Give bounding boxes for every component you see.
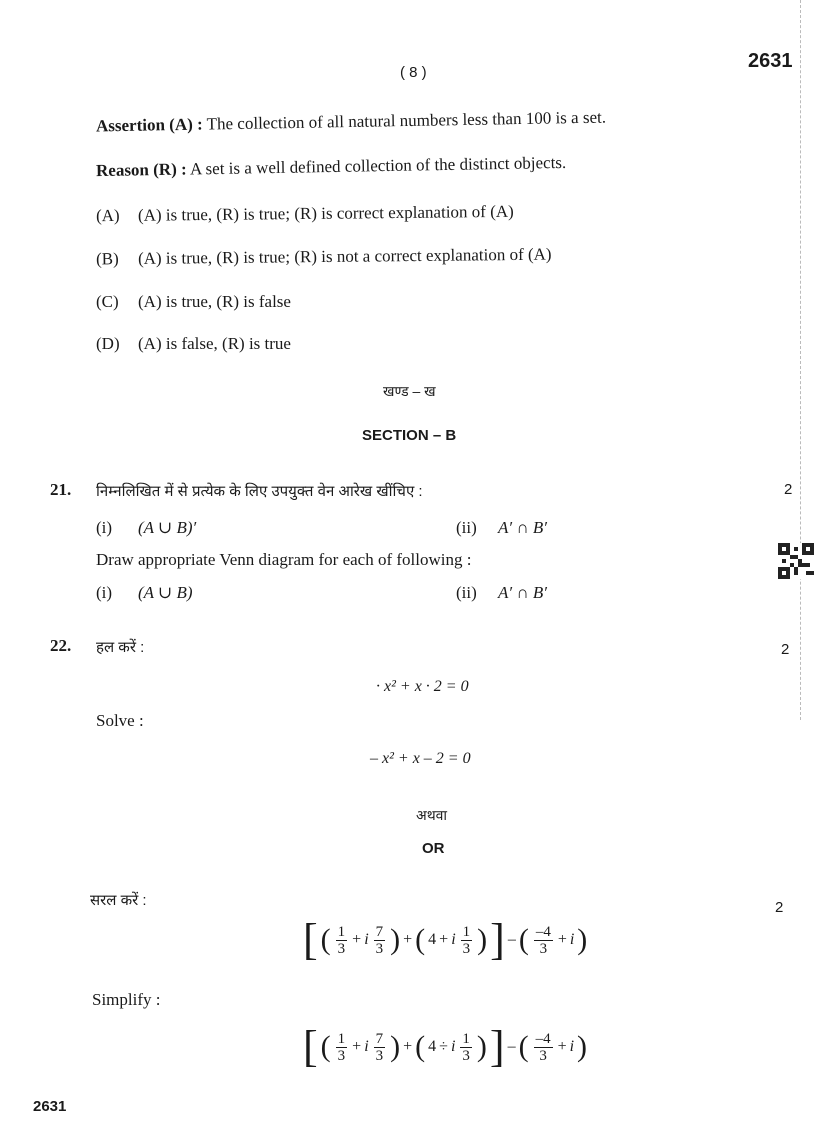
part-expr: A′ ∩ B′ bbox=[498, 518, 547, 537]
paren-open: ( bbox=[518, 1030, 529, 1063]
q21-hindi-text: निम्नलिखित में से प्रत्येक के लिए उपयुक्त वेन आरेख खींचिए : bbox=[96, 483, 423, 500]
part-expr: A′ ∩ B′ bbox=[498, 583, 547, 602]
paren-open: ( bbox=[415, 923, 426, 956]
paren-close: ) bbox=[577, 923, 588, 956]
assertion-line bbox=[96, 108, 606, 137]
bracket-close: ] bbox=[490, 915, 505, 964]
fraction: $\frac{1}{3}$ bbox=[462, 1030, 470, 1064]
fraction: $\frac{-4}{3}$ bbox=[535, 923, 551, 957]
paren-close: ) bbox=[390, 1030, 401, 1063]
reason-label: Reason (R) : bbox=[95, 159, 187, 181]
paper-code-header: 2631 bbox=[748, 50, 793, 72]
bracket-close: ] bbox=[489, 1022, 505, 1071]
or-english: OR bbox=[422, 840, 445, 857]
question-number: 22. bbox=[50, 636, 72, 655]
option-text: (A) is true, (R) is true; (R) is not a correct explanation of (A) bbox=[137, 244, 552, 268]
option-key: (D) bbox=[96, 334, 120, 353]
assertion-label: Assertion (A) : bbox=[95, 114, 203, 136]
qr-code-icon bbox=[778, 543, 814, 579]
part-key: (i) bbox=[96, 583, 113, 602]
option-key: (C) bbox=[96, 292, 119, 311]
complex-expression-1: [ ( $\frac{1}{3}$ + i $\frac{7}{3}$ ) + ( 4 + i $\frac{1}{3}$ ) ] – ( $\frac{-4}{3}$ + i ) bbox=[303, 915, 588, 964]
paren-open: ( bbox=[415, 1030, 426, 1063]
complex-expression-2: [ ( $\frac{1}{3}$ + i $\frac{7}{3}$ ) + ( 4 ÷ i $\frac{1}{3}$ ) ] – ( $\frac{-4}{3}$ + i ) bbox=[303, 1022, 588, 1071]
part-key: (i) bbox=[96, 518, 113, 537]
bracket-open: [ bbox=[303, 915, 318, 964]
option-key: (A) bbox=[95, 205, 120, 226]
equation-english: – x² + x – 2 = 0 bbox=[370, 750, 471, 767]
option-text: (A) is true, (R) is true; (R) is correct explanation of (A) bbox=[137, 201, 514, 225]
alt-english-text: Simplify : bbox=[92, 990, 161, 1009]
option-d bbox=[96, 334, 291, 354]
paren-close: ) bbox=[577, 1030, 588, 1063]
marks: 2 bbox=[784, 481, 793, 498]
option-key: (B) bbox=[95, 249, 119, 269]
q21-part-i-hi bbox=[96, 518, 196, 538]
marks: 2 bbox=[781, 641, 790, 658]
q21-english-text: Draw appropriate Venn diagram for each of following : bbox=[96, 550, 472, 569]
paren-close: ) bbox=[476, 1030, 487, 1063]
q21-part-ii-en bbox=[456, 583, 547, 603]
option-b bbox=[96, 245, 552, 270]
assertion-text: The collection of all natural numbers less than 100 is a set. bbox=[202, 107, 607, 134]
option-a bbox=[96, 202, 514, 226]
part-expr: (A ∪ B)′ bbox=[138, 518, 197, 537]
paren-open: ( bbox=[320, 1030, 331, 1063]
paren-open: ( bbox=[320, 923, 331, 956]
paren-close: ) bbox=[390, 923, 401, 956]
part-key: (ii) bbox=[456, 518, 477, 537]
option-text: (A) is true, (R) is false bbox=[138, 292, 291, 311]
q21-part-i-en bbox=[96, 583, 193, 603]
question-number: 21. bbox=[50, 480, 72, 499]
option-text: (A) is false, (R) is true bbox=[138, 334, 291, 353]
reason-text: A set is a well defined collection of the distinct objects. bbox=[186, 152, 567, 179]
paper-code-footer: 2631 bbox=[33, 1098, 67, 1115]
section-hindi: खण्ड – ख bbox=[383, 383, 436, 399]
fraction: $\frac{-4}{3}$ bbox=[535, 1030, 551, 1064]
fraction: $\frac{7}{3}$ bbox=[375, 1030, 384, 1064]
margin-dashed-line bbox=[800, 0, 801, 720]
part-key: (ii) bbox=[456, 583, 477, 602]
fraction: $\frac{1}{3}$ bbox=[337, 1030, 346, 1064]
alt-hindi-text: सरल करें : bbox=[90, 892, 147, 909]
fraction: $\frac{1}{3}$ bbox=[462, 923, 471, 957]
section-english: SECTION – B bbox=[362, 427, 457, 444]
or-hindi: अथवा bbox=[416, 807, 448, 823]
paren-close: ) bbox=[477, 923, 488, 956]
paren-open: ( bbox=[518, 923, 529, 956]
option-c bbox=[96, 292, 291, 312]
q22-english-text: Solve : bbox=[96, 711, 144, 730]
fraction: $\frac{7}{3}$ bbox=[375, 923, 384, 957]
q22-hindi-text: हल करें : bbox=[96, 639, 145, 656]
part-expr: (A ∪ B) bbox=[138, 583, 193, 602]
marks: 2 bbox=[775, 899, 784, 916]
bracket-open: [ bbox=[303, 1022, 318, 1071]
equation-hindi: · x² + x · 2 = 0 bbox=[376, 678, 469, 695]
q21-part-ii-hi bbox=[456, 518, 547, 538]
page-number: ( 8 ) bbox=[400, 64, 427, 81]
reason-line bbox=[96, 153, 567, 181]
fraction: $\frac{1}{3}$ bbox=[337, 923, 346, 957]
